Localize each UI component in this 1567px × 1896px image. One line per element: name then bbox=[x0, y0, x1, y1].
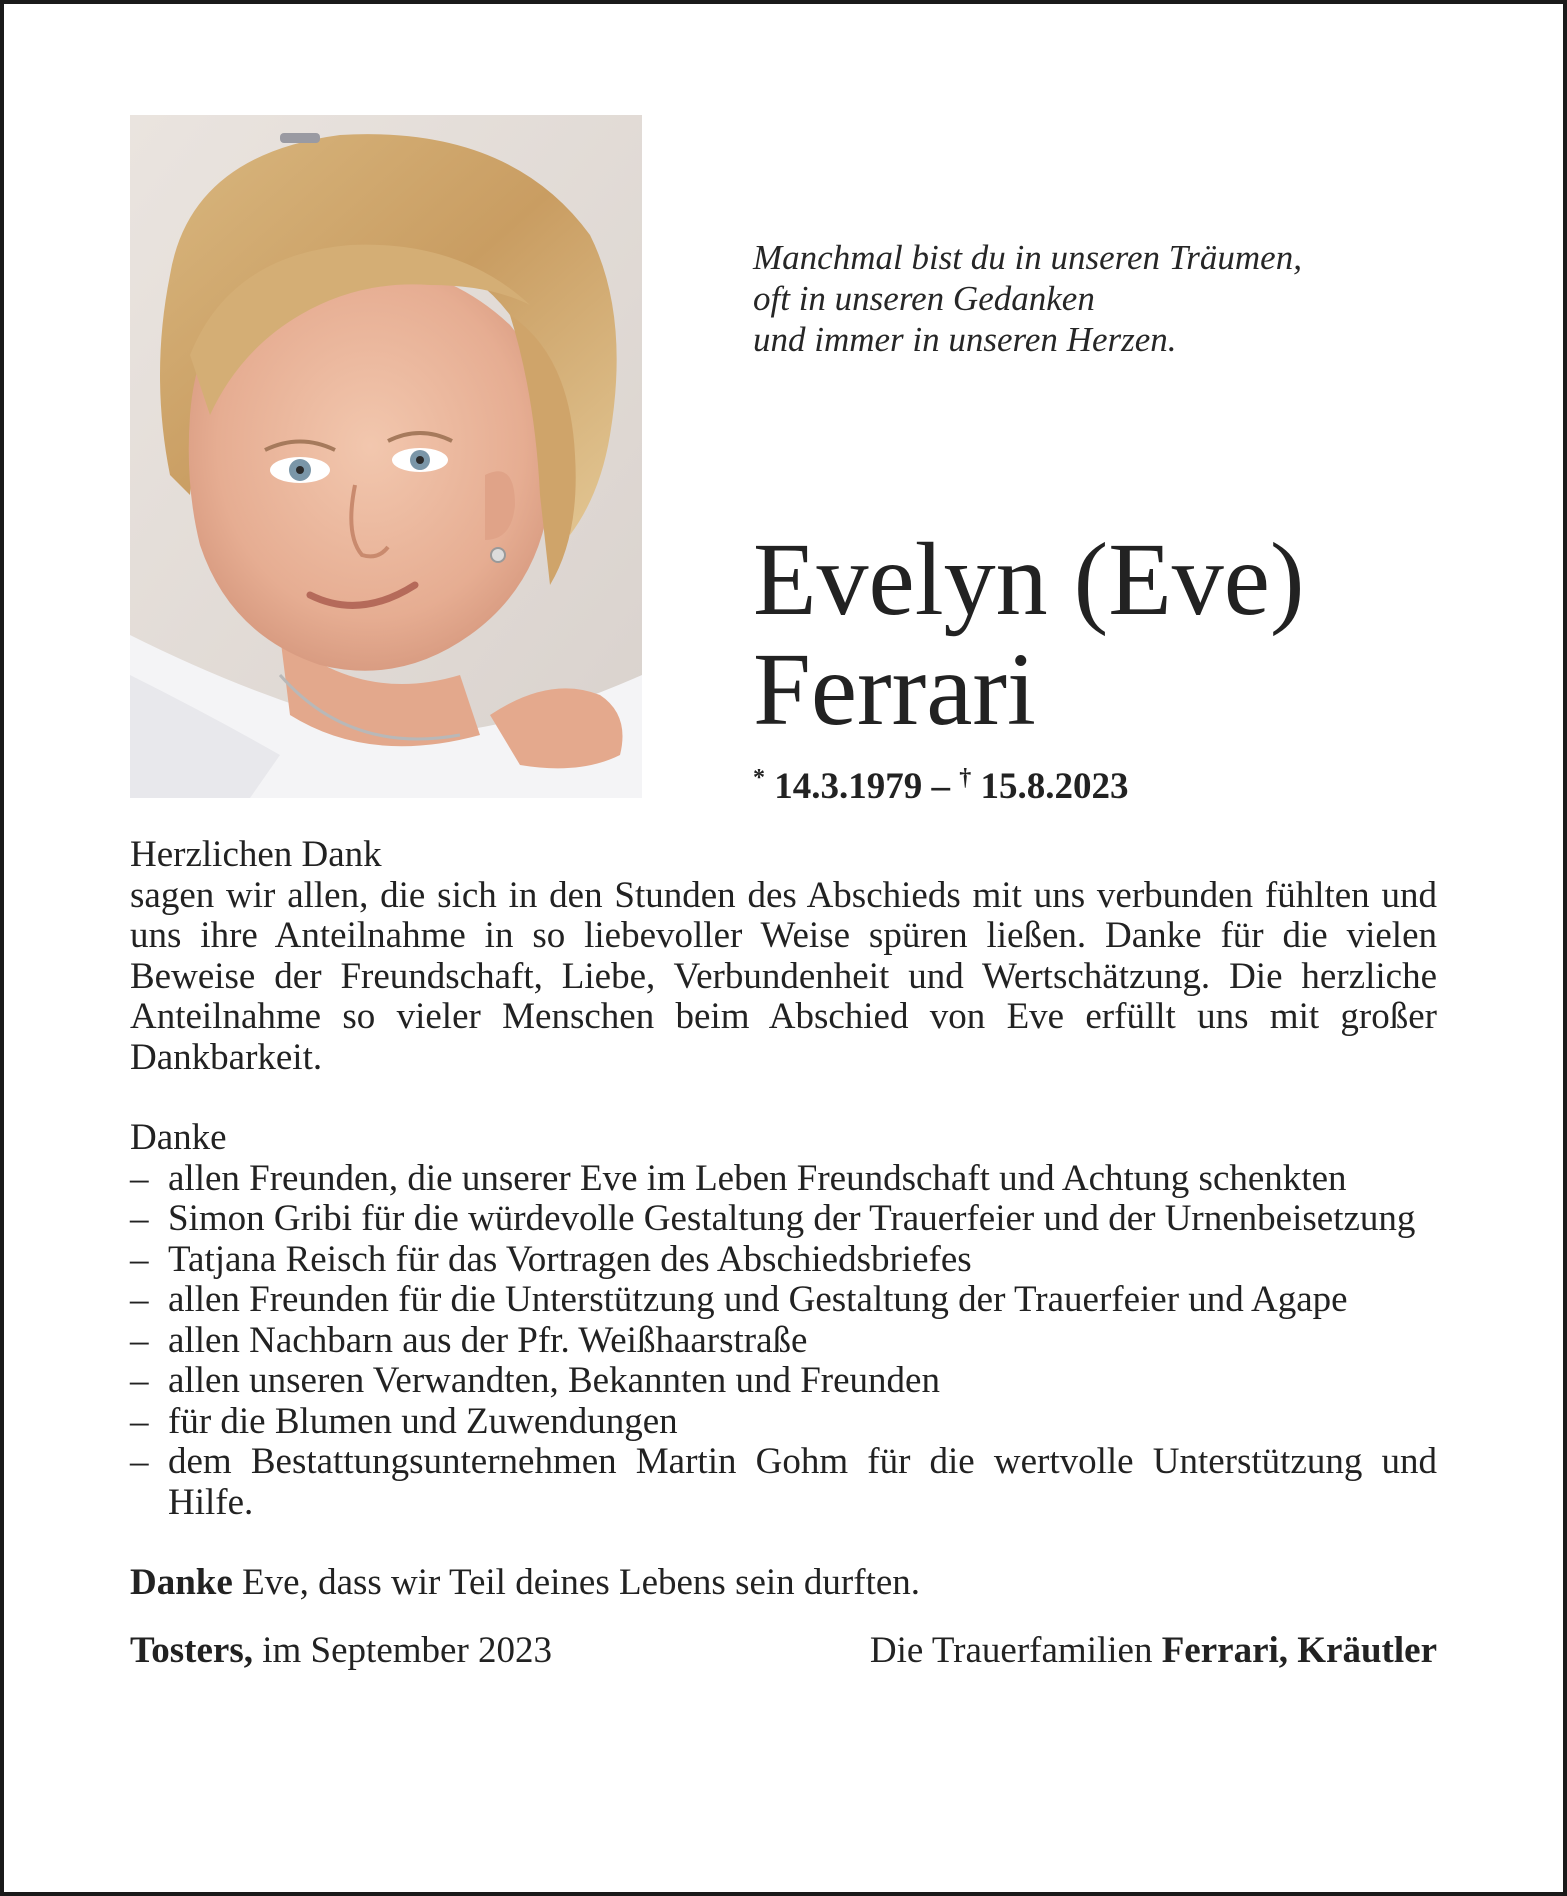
danke-list-item bbox=[130, 1402, 1437, 1443]
place-date bbox=[130, 1631, 552, 1672]
death-symbol: † bbox=[959, 765, 972, 791]
list-dash: – bbox=[130, 1198, 149, 1239]
quote-line: oft in unseren Gedanken bbox=[753, 279, 1095, 318]
danke-item-text: allen unseren Verwandten, Bekannten und Freunden bbox=[168, 1360, 940, 1401]
danke-item-text: allen Freunden, die unserer Eve im Leben Freundschaft und Achtung schenkten bbox=[168, 1157, 1347, 1199]
danke-list-item bbox=[130, 1199, 1437, 1240]
portrait-illustration bbox=[130, 115, 642, 798]
deceased-name bbox=[753, 522, 1453, 747]
birth-date: 14.3.1979 bbox=[774, 766, 923, 807]
thanks-section bbox=[130, 835, 1437, 1671]
signature-row bbox=[130, 1631, 1437, 1672]
portrait-photo bbox=[130, 115, 642, 798]
danke-item-text: Simon Gribi für die würdevolle Gestaltung der Trauerfeier und der Urnenbeisetzung bbox=[168, 1198, 1416, 1239]
list-dash: – bbox=[130, 1400, 149, 1442]
danke-list-item bbox=[130, 1442, 1437, 1523]
list-dash: – bbox=[130, 1157, 149, 1199]
quote-line: Manchmal bist du in unseren Träumen, bbox=[753, 238, 1302, 277]
danke-list-item bbox=[130, 1361, 1437, 1402]
danke-item-text: dem Bestattungsunternehmen Martin Gohm für die wertvolle Unterstützung und Hilfe. bbox=[168, 1441, 1437, 1523]
danke-item-text: Tatjana Reisch für das Vortragen des Abschiedsbriefes bbox=[168, 1238, 972, 1280]
date: im September 2023 bbox=[253, 1629, 553, 1671]
danke-item-text: für die Blumen und Zuwendungen bbox=[168, 1400, 678, 1442]
danke-list-item bbox=[130, 1280, 1437, 1321]
danke-label: Danke bbox=[130, 1117, 227, 1158]
danke-item-text: allen Freunden für die Unterstützung und Gestaltung der Trauerfeier und Agape bbox=[168, 1279, 1348, 1320]
danke-item-text: allen Nachbarn aus der Pfr. Weißhaarstraße bbox=[168, 1319, 808, 1361]
list-dash: – bbox=[130, 1319, 149, 1361]
list-dash: – bbox=[130, 1441, 149, 1482]
family-names: Ferrari, Kräutler bbox=[1161, 1629, 1437, 1671]
list-dash: – bbox=[130, 1360, 149, 1401]
birth-symbol: * bbox=[753, 765, 765, 791]
danke-list-item bbox=[130, 1240, 1437, 1281]
closing-bold: Danke bbox=[130, 1562, 233, 1603]
closing-text: Eve, dass wir Teil deines Lebens sein durften. bbox=[232, 1562, 921, 1603]
danke-list-item bbox=[130, 1321, 1437, 1362]
date-separator: – bbox=[922, 766, 960, 807]
name-line-last: Ferrari bbox=[753, 632, 1036, 747]
list-dash: – bbox=[130, 1279, 149, 1320]
thanks-heading: Herzlichen Dank bbox=[130, 834, 382, 875]
life-dates bbox=[753, 765, 1129, 809]
name-line-first: Evelyn (Eve) bbox=[753, 522, 1305, 637]
closing-line bbox=[130, 1563, 1437, 1604]
death-date: 15.8.2023 bbox=[980, 766, 1129, 807]
quote-line: und immer in unseren Herzen. bbox=[753, 320, 1177, 359]
family-prefix: Die Trauerfamilien bbox=[869, 1629, 1162, 1671]
danke-list bbox=[130, 1159, 1437, 1524]
danke-list-item bbox=[130, 1159, 1437, 1200]
place: Tosters, bbox=[130, 1629, 253, 1671]
memorial-quote bbox=[753, 237, 1453, 360]
thanks-paragraph: sagen wir allen, die sich in den Stunden des Abschieds mit uns verbunden fühlten und uns ihre Anteilnahme in so liebevoller Weise spüren ließen. Danke für die vielen Beweise der Freundschaft, Liebe, Verbundenheit und Wertschätzung. Die herzliche Anteilnahme so vieler Menschen beim Abschied von Eve erfüllt uns mit großer Dankbarkeit. bbox=[130, 874, 1437, 1078]
list-dash: – bbox=[130, 1238, 149, 1280]
family-signature bbox=[870, 1631, 1437, 1672]
